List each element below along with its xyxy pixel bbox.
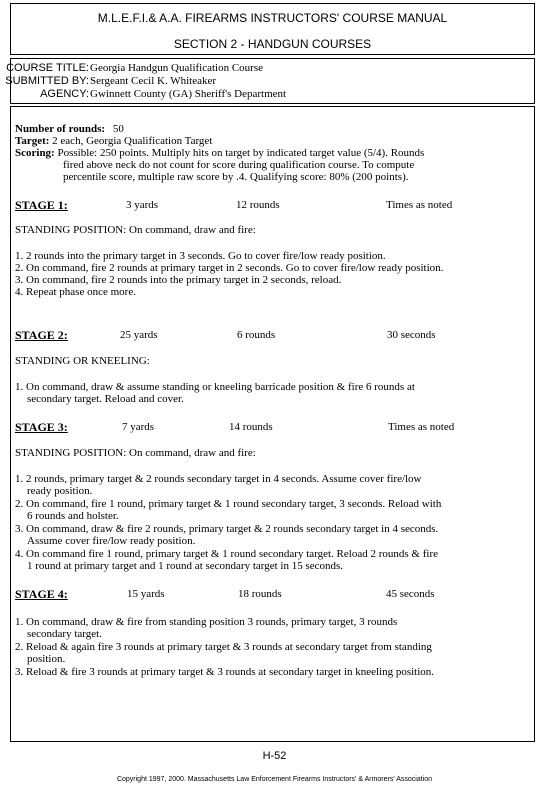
stage-3-step: 4. On command fire 1 round, primary target & 1 round secondary target. Reload 2 rounds & fire bbox=[15, 548, 438, 560]
course-info-box bbox=[5, 58, 535, 104]
stage-2-position: STANDING OR KNEELING: bbox=[15, 355, 150, 367]
stage-3-step: 6 rounds and holster. bbox=[27, 510, 119, 522]
stage-2-label: STAGE 2: bbox=[15, 328, 68, 342]
submitted-by-value: Sergeant Cecil K. Whiteaker bbox=[90, 75, 217, 87]
course-title-value: Georgia Handgun Qualification Course bbox=[90, 62, 264, 74]
stage-2-rounds: 6 rounds bbox=[237, 329, 276, 341]
submitted-by-label: SUBMITTED BY: bbox=[5, 75, 89, 87]
stage-3-step: 1 round at primary target and 1 round at secondary target in 15 seconds. bbox=[27, 560, 344, 572]
target-row bbox=[15, 135, 212, 147]
section-title: SECTION 2 - HANDGUN COURSES bbox=[173, 37, 372, 51]
stage-1-position: STANDING POSITION: On command, draw and fire: bbox=[15, 224, 256, 236]
stage-1-step: 4. Repeat phase once more. bbox=[15, 286, 136, 298]
scoring-label: Scoring: bbox=[15, 147, 55, 159]
stage-3-step: 1. 2 rounds, primary target & 2 rounds secondary target in 4 seconds. Assume cover fire/low bbox=[15, 473, 422, 485]
stage-3-distance: 7 yards bbox=[122, 421, 155, 433]
course-title-label: COURSE TITLE: bbox=[6, 62, 89, 74]
agency-label: AGENCY: bbox=[40, 88, 89, 100]
stage-4-distance: 15 yards bbox=[127, 588, 165, 600]
stage-2-distance: 25 yards bbox=[120, 329, 158, 341]
target-value: 2 each, Georgia Qualification Target bbox=[52, 135, 213, 147]
stage-2-step: 1. On command, draw & assume standing or kneeling barricade position & fire 6 rounds at bbox=[15, 381, 415, 393]
stage-1-time: Times as noted bbox=[386, 199, 453, 211]
scoring-line-2: fired above neck do not count for score during qualification course. To compute bbox=[63, 159, 415, 171]
stage-1-distance: 3 yards bbox=[126, 199, 159, 211]
rounds-label: Number of rounds: bbox=[15, 123, 106, 135]
stage-3-rounds: 14 rounds bbox=[229, 421, 273, 433]
stage-4-label: STAGE 4: bbox=[15, 587, 68, 601]
stage-1-step: 3. On command, fire 2 rounds into the primary target in 2 seconds, reload. bbox=[15, 274, 342, 286]
stage-4-step: secondary target. bbox=[27, 628, 102, 640]
stage-3-step: Assume cover fire/low ready position. bbox=[27, 535, 196, 547]
stage-3-position: STANDING POSITION: On command, draw and fire: bbox=[15, 447, 256, 459]
stage-3-step: ready position. bbox=[27, 485, 93, 497]
manual-title: M.L.E.F.I.& A.A. FIREARMS INSTRUCTORS' COURSE MANUAL bbox=[97, 11, 448, 25]
stage-4-step: 3. Reload & fire 3 rounds at primary target & 3 rounds at secondary target in kneeling position. bbox=[15, 666, 435, 678]
rounds-row bbox=[15, 123, 124, 135]
stage-3-step: 3. On command, draw & fire 2 rounds, primary target & 2 rounds secondary target in 4 seconds. bbox=[15, 523, 439, 535]
stage-3-time: Times as noted bbox=[388, 421, 455, 433]
stage-2-time: 30 seconds bbox=[387, 329, 436, 341]
manual-header bbox=[10, 3, 535, 55]
page-number: H-52 bbox=[262, 750, 287, 762]
stage-4-step: 1. On command, draw & fire from standing position 3 rounds, primary target, 3 rounds bbox=[15, 616, 398, 628]
stage-1-step: 1. 2 rounds into the primary target in 3 seconds. Go to cover fire/low ready position. bbox=[15, 250, 386, 262]
rounds-value: 50 bbox=[112, 123, 124, 135]
stage-4-time: 45 seconds bbox=[386, 588, 435, 600]
stage-4-step: 2. Reload & again fire 3 rounds at primary target & 3 rounds at secondary target from standing bbox=[15, 641, 432, 653]
scoring-line-3: percentile score, multiple raw score by .4. Qualifying score: 80% (200 points). bbox=[63, 171, 409, 183]
stage-4-step: position. bbox=[27, 653, 66, 665]
stage-1-rounds: 12 rounds bbox=[236, 199, 280, 211]
scoring-row bbox=[15, 147, 424, 159]
stage-3-step: 2. On command, fire 1 round, primary target & 1 round secondary target, 3 seconds. Reload with bbox=[15, 498, 442, 510]
stage-3-label: STAGE 3: bbox=[15, 420, 68, 434]
stage-1-step: 2. On command, fire 2 rounds at primary target in 2 seconds. Go to cover fire/low ready position. bbox=[15, 262, 444, 274]
course-body bbox=[10, 106, 535, 742]
scoring-line-1: Possible: 250 points. Multiply hits on target by indicated target value (5/4). Rounds bbox=[57, 147, 425, 159]
agency-value: Gwinnett County (GA) Sheriff's Department bbox=[90, 88, 287, 100]
copyright-notice: Copyright 1997, 2000. Massachusetts Law Enforcement Firearms Instructors' & Armorers' Association bbox=[116, 776, 433, 783]
stage-1-label: STAGE 1: bbox=[15, 198, 68, 212]
stage-4-rounds: 18 rounds bbox=[238, 588, 282, 600]
target-label: Target: bbox=[15, 135, 50, 147]
stage-2-step: secondary target. Reload and cover. bbox=[27, 393, 184, 405]
